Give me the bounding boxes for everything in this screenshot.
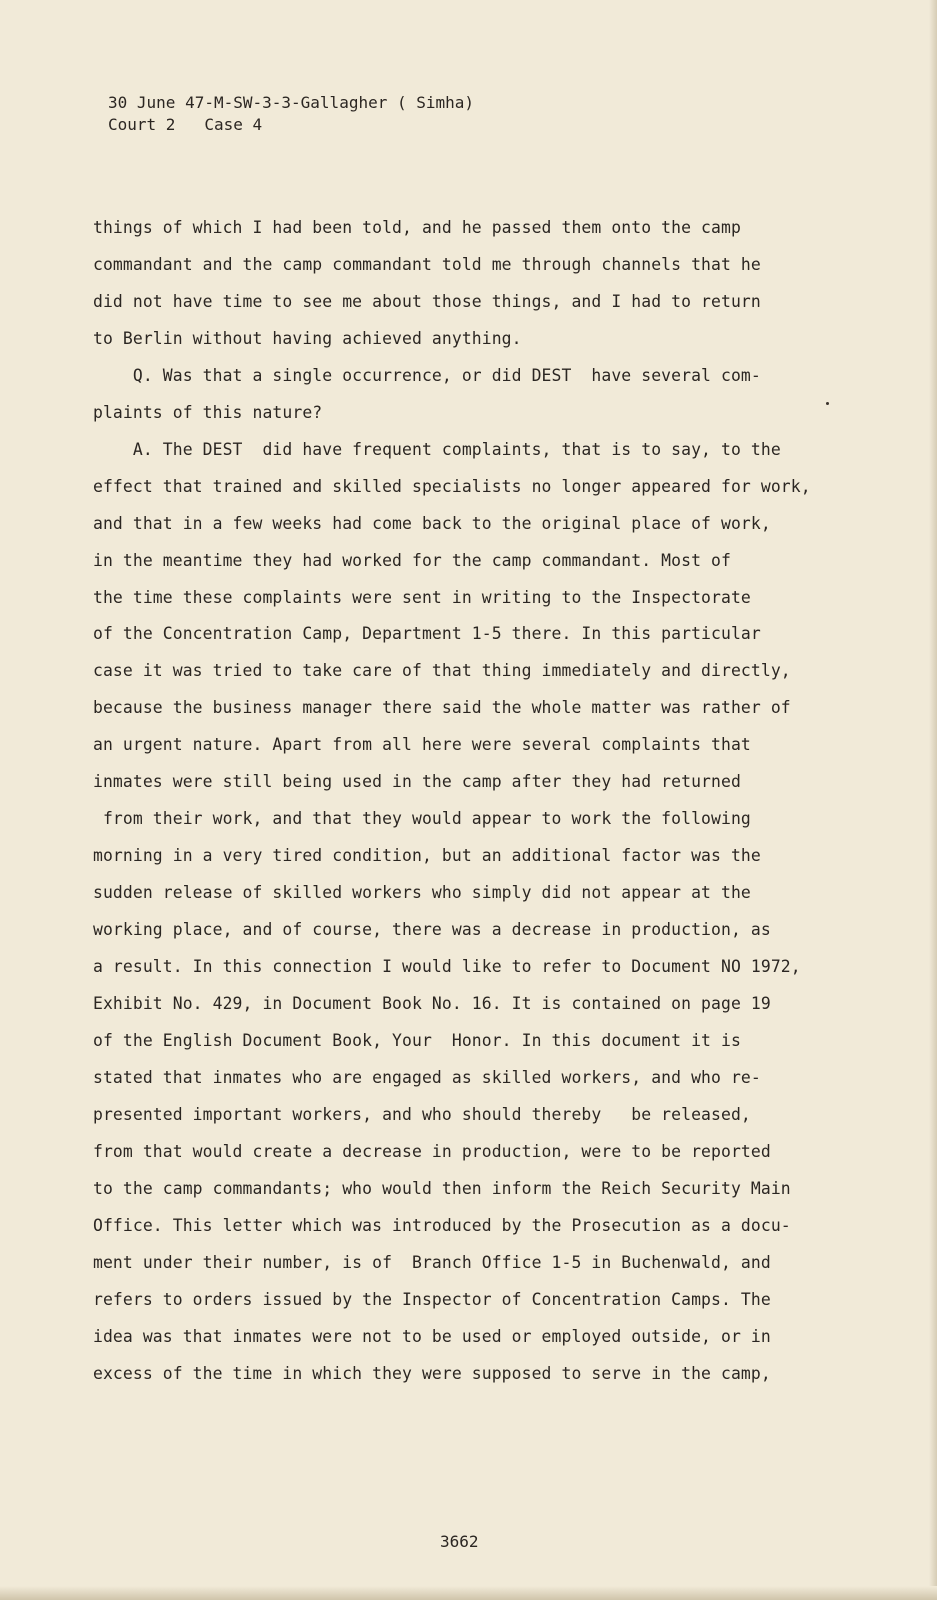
- case-header: [108, 92, 474, 136]
- text-line: to the camp commandants; who would then inform the Reich Security Main: [93, 1178, 791, 1198]
- text-line: did not have time to see me about those things, and I had to return: [93, 291, 761, 311]
- text-line: a result. In this connection I would like to refer to Document NO 1972,: [93, 957, 801, 977]
- text-line: Office. This letter which was introduced by the Prosecution as a docu-: [93, 1215, 791, 1235]
- text-line: Q. Was that a single occurrence, or did DEST have several com-: [93, 365, 761, 385]
- text-line: of the English Document Book, Your Honor. In this document it is: [93, 1030, 741, 1050]
- page-number: 3662: [440, 1532, 479, 1551]
- text-line: A. The DEST did have frequent complaints, that is to say, to the: [93, 439, 781, 459]
- text-line: because the business manager there said the whole matter was rather of: [93, 698, 791, 718]
- text-line: case it was tried to take care of that thing immediately and directly,: [93, 661, 791, 681]
- text-line: sudden release of skilled workers who simply did not appear at the: [93, 883, 751, 903]
- text-line: the time these complaints were sent in writing to the Inspectorate: [93, 587, 751, 607]
- text-line: ment under their number, is of Branch Office 1-5 in Buchenwald, and: [93, 1252, 771, 1272]
- text-line: from that would create a decrease in production, were to be reported: [93, 1141, 771, 1161]
- text-line: commandant and the camp commandant told me through channels that he: [93, 254, 761, 274]
- text-line: Exhibit No. 429, in Document Book No. 16. It is contained on page 19: [93, 994, 771, 1014]
- text-line: effect that trained and skilled specialists no longer appeared for work,: [93, 476, 811, 496]
- header-court-line: Court 2 Case 4: [108, 115, 263, 134]
- text-line: and that in a few weeks had come back to the original place of work,: [93, 513, 771, 533]
- text-line: things of which I had been told, and he passed them onto the camp: [93, 218, 741, 237]
- text-line: to Berlin without having achieved anything.: [93, 328, 522, 348]
- paper-edge-bottom: [0, 1586, 937, 1600]
- text-line: idea was that inmates were not to be used or employed outside, or in: [93, 1326, 771, 1346]
- text-line: of the Concentration Camp, Department 1-5 there. In this particular: [93, 624, 761, 644]
- text-line: refers to orders issued by the Inspector of Concentration Camps. The: [93, 1289, 771, 1309]
- text-line: working place, and of course, there was a decrease in production, as: [93, 920, 771, 940]
- text-line: an urgent nature. Apart from all here were several complaints that: [93, 735, 751, 755]
- transcript-body: [93, 210, 833, 1393]
- text-line: presented important workers, and who should thereby be released,: [93, 1104, 751, 1124]
- ink-speck: [826, 402, 829, 405]
- paper-edge-right: [929, 0, 937, 1600]
- text-line: morning in a very tired condition, but an additional factor was the: [93, 846, 761, 866]
- text-line: plaints of this nature?: [93, 402, 323, 422]
- header-session-line: 30 June 47-M-SW-3-3-Gallagher ( Simha): [108, 93, 475, 112]
- text-line: in the meantime they had worked for the camp commandant. Most of: [93, 550, 731, 570]
- text-line: from their work, and that they would appear to work the following: [93, 809, 751, 829]
- text-line: excess of the time in which they were supposed to serve in the camp,: [93, 1363, 771, 1383]
- text-line: inmates were still being used in the camp after they had returned: [93, 772, 741, 792]
- text-line: stated that inmates who are engaged as skilled workers, and who re-: [93, 1067, 761, 1087]
